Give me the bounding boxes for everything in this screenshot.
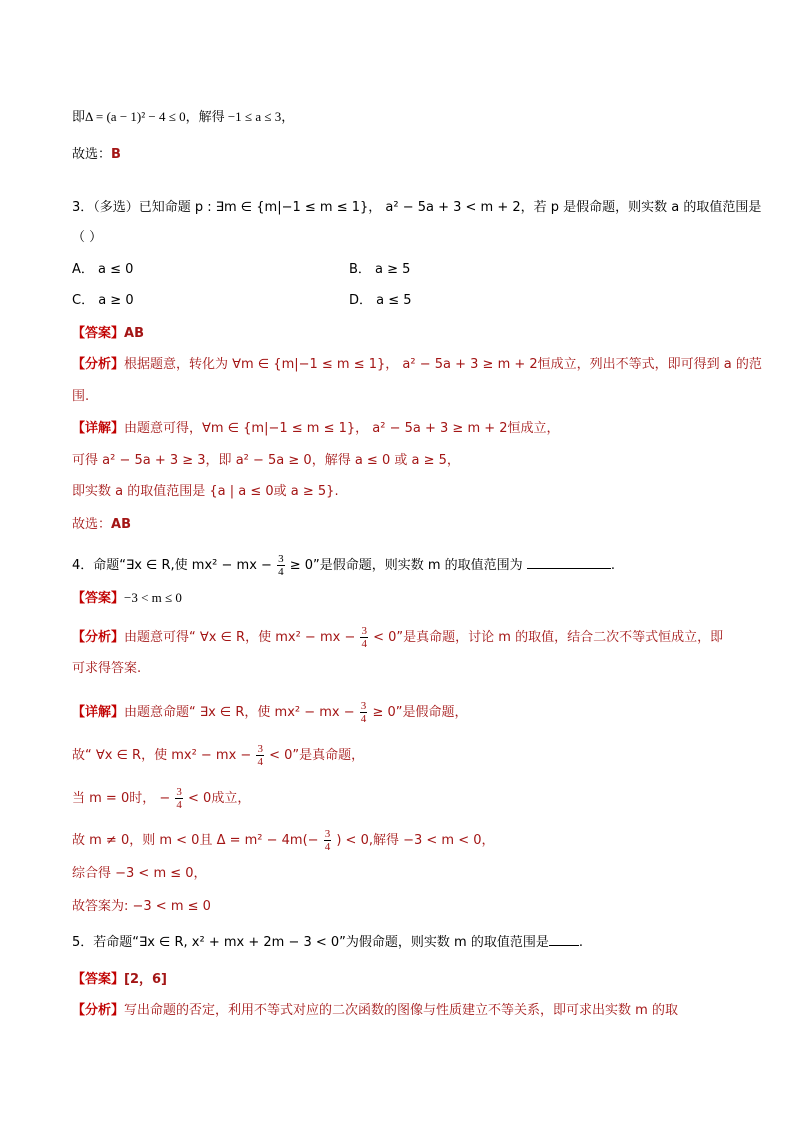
analysis-5-text: 写出命题的否定，利用不等式对应的二次函数的图像与性质建立不等关系，即可求出实数 m 的取 bbox=[124, 1003, 678, 1018]
fraction-three-quarters: $\frac{3}{4}$ bbox=[361, 625, 367, 650]
detail-4-line bbox=[72, 700, 467, 725]
answer-blank bbox=[549, 945, 579, 946]
detail-4-line-5 bbox=[72, 865, 207, 883]
detail-4-text-b: ≥ 0”是假命题， bbox=[372, 705, 468, 720]
fraction-three-quarters: $\frac{3}{4}$ bbox=[257, 743, 263, 768]
question-4-stem bbox=[72, 553, 615, 578]
answer-paren: （ ） bbox=[72, 230, 103, 245]
answer-blank bbox=[527, 568, 611, 569]
detail-4-line-6 bbox=[72, 898, 211, 916]
detail-4-line-2 bbox=[72, 743, 364, 768]
question-4-text-b: ≥ 0”是假命题，则实数 m 的取值范围为 bbox=[289, 558, 523, 573]
analysis-5-line bbox=[72, 1002, 678, 1020]
detail-3-line-2 bbox=[72, 452, 460, 470]
question-3-paren bbox=[72, 229, 102, 247]
analysis-tag: 【分析】 bbox=[72, 630, 125, 645]
question-4-end: . bbox=[610, 558, 615, 573]
fraction-three-quarters: $\frac{3}{4}$ bbox=[324, 828, 331, 853]
fraction-three-quarters: $\frac{3}{4}$ bbox=[278, 553, 284, 578]
answer-4-value: −3 < m ≤ 0 bbox=[124, 590, 182, 605]
detail-4-text-3b: < 0成立， bbox=[188, 791, 251, 806]
selection-answer: AB bbox=[111, 517, 131, 532]
analysis-3-text-cont: 围. bbox=[72, 389, 90, 404]
analysis-3-line bbox=[72, 356, 762, 374]
detail-4-line-4 bbox=[72, 828, 495, 853]
question-5-stem bbox=[72, 934, 583, 952]
answer-3-line bbox=[72, 325, 144, 343]
question-4-text-a: 4．命题“∃x ∈ R,使 mx² − mx − bbox=[72, 558, 272, 573]
option-b: B． a ≥ 5 bbox=[349, 262, 411, 277]
answer-tag: 【答案】 bbox=[72, 326, 125, 341]
text-line-delta bbox=[72, 108, 294, 127]
analysis-4-text-cont: 可求得答案. bbox=[72, 661, 142, 676]
fraction-three-quarters: $\frac{3}{4}$ bbox=[176, 786, 182, 811]
detail-4-text-4a: 故 m ≠ 0，则 m < 0且 Δ = m² − 4m(− bbox=[72, 833, 319, 848]
analysis-4-text-a: 由题意可得“ ∀x ∈ R，使 mx² − mx − bbox=[124, 630, 356, 645]
analysis-4-line bbox=[72, 625, 723, 650]
answer-5-line bbox=[72, 971, 167, 989]
selection-line-2 bbox=[72, 146, 121, 164]
answer-4-line bbox=[72, 589, 182, 608]
option-a: A． a ≤ 0 bbox=[72, 262, 134, 277]
detail-4-text-4b: ) < 0,解得 −3 < m < 0， bbox=[336, 833, 495, 848]
option-d: D． a ≤ 5 bbox=[349, 293, 412, 308]
question-5-end: . bbox=[578, 935, 583, 950]
answer-5-value: [2，6] bbox=[124, 972, 167, 987]
answer-3-value: AB bbox=[124, 326, 144, 341]
delta-inequality: 即Δ = (a − 1)² − 4 ≤ 0，解得 −1 ≤ a ≤ 3， bbox=[72, 109, 295, 124]
detail-tag: 【详解】 bbox=[72, 421, 125, 436]
fraction-three-quarters: $\frac{3}{4}$ bbox=[360, 700, 367, 725]
detail-4-text-2b: < 0”是真命题， bbox=[269, 748, 365, 763]
answer-tag: 【答案】 bbox=[72, 972, 125, 987]
analysis-3-cont bbox=[72, 388, 89, 406]
detail-4-text-a: 由题意命题“ ∃x ∈ R，使 mx² − mx − bbox=[124, 705, 355, 720]
analysis-3-text: 根据题意，转化为 ∀m ∈ {m|−1 ≤ m ≤ 1}， a² − 5a + 3 ≥ m + 2恒成立，列出不等式，即可得到 a 的范 bbox=[124, 357, 762, 372]
selection-label: 故选： bbox=[72, 517, 112, 532]
selection-line-3 bbox=[72, 516, 131, 534]
answer-tag: 【答案】 bbox=[72, 591, 125, 606]
option-c: C． a ≥ 0 bbox=[72, 293, 134, 308]
detail-4-text-5: 综合得 −3 < m ≤ 0， bbox=[72, 866, 207, 881]
analysis-4-text-b: < 0”是真命题，讨论 m 的取值，结合二次不等式恒成立，即 bbox=[373, 630, 724, 645]
selection-label: 故选： bbox=[72, 147, 112, 162]
analysis-tag: 【分析】 bbox=[72, 357, 125, 372]
detail-tag: 【详解】 bbox=[72, 705, 125, 720]
analysis-4-cont bbox=[72, 660, 141, 678]
detail-3-text-3: 即实数 a 的取值范围是 {a | a ≤ 0或 a ≥ 5}. bbox=[72, 484, 339, 499]
analysis-tag: 【分析】 bbox=[72, 1003, 125, 1018]
question-3-text: 3．（多选）已知命题 p : ∃m ∈ {m|−1 ≤ m ≤ 1}， a² − 5a + 3 < m + 2，若 p 是假命题，则实数 a 的取值范围是 bbox=[72, 200, 762, 215]
detail-3-text-2: 可得 a² − 5a + 3 ≥ 3，即 a² − 5a ≥ 0，解得 a ≤ 0 或 a ≥ 5， bbox=[72, 453, 460, 468]
question-5-text: 5．若命题“∃x ∈ R, x² + mx + 2m − 3 < 0”为假命题，则实数 m 的取值范围是 bbox=[72, 935, 549, 950]
question-3-stem bbox=[72, 199, 761, 217]
detail-4-text-2a: 故“ ∀x ∈ R，使 mx² − mx − bbox=[72, 748, 252, 763]
detail-4-text-3a: 当 m = 0时， − bbox=[72, 791, 171, 806]
detail-3-line-3 bbox=[72, 483, 339, 501]
detail-4-line-3 bbox=[72, 786, 250, 811]
detail-4-text-6: 故答案为: −3 < m ≤ 0 bbox=[72, 899, 211, 914]
selection-answer: B bbox=[111, 147, 121, 162]
detail-3-text: 由题意可得，∀m ∈ {m|−1 ≤ m ≤ 1}， a² − 5a + 3 ≥ m + 2恒成立， bbox=[124, 421, 560, 436]
detail-3-line bbox=[72, 420, 560, 438]
